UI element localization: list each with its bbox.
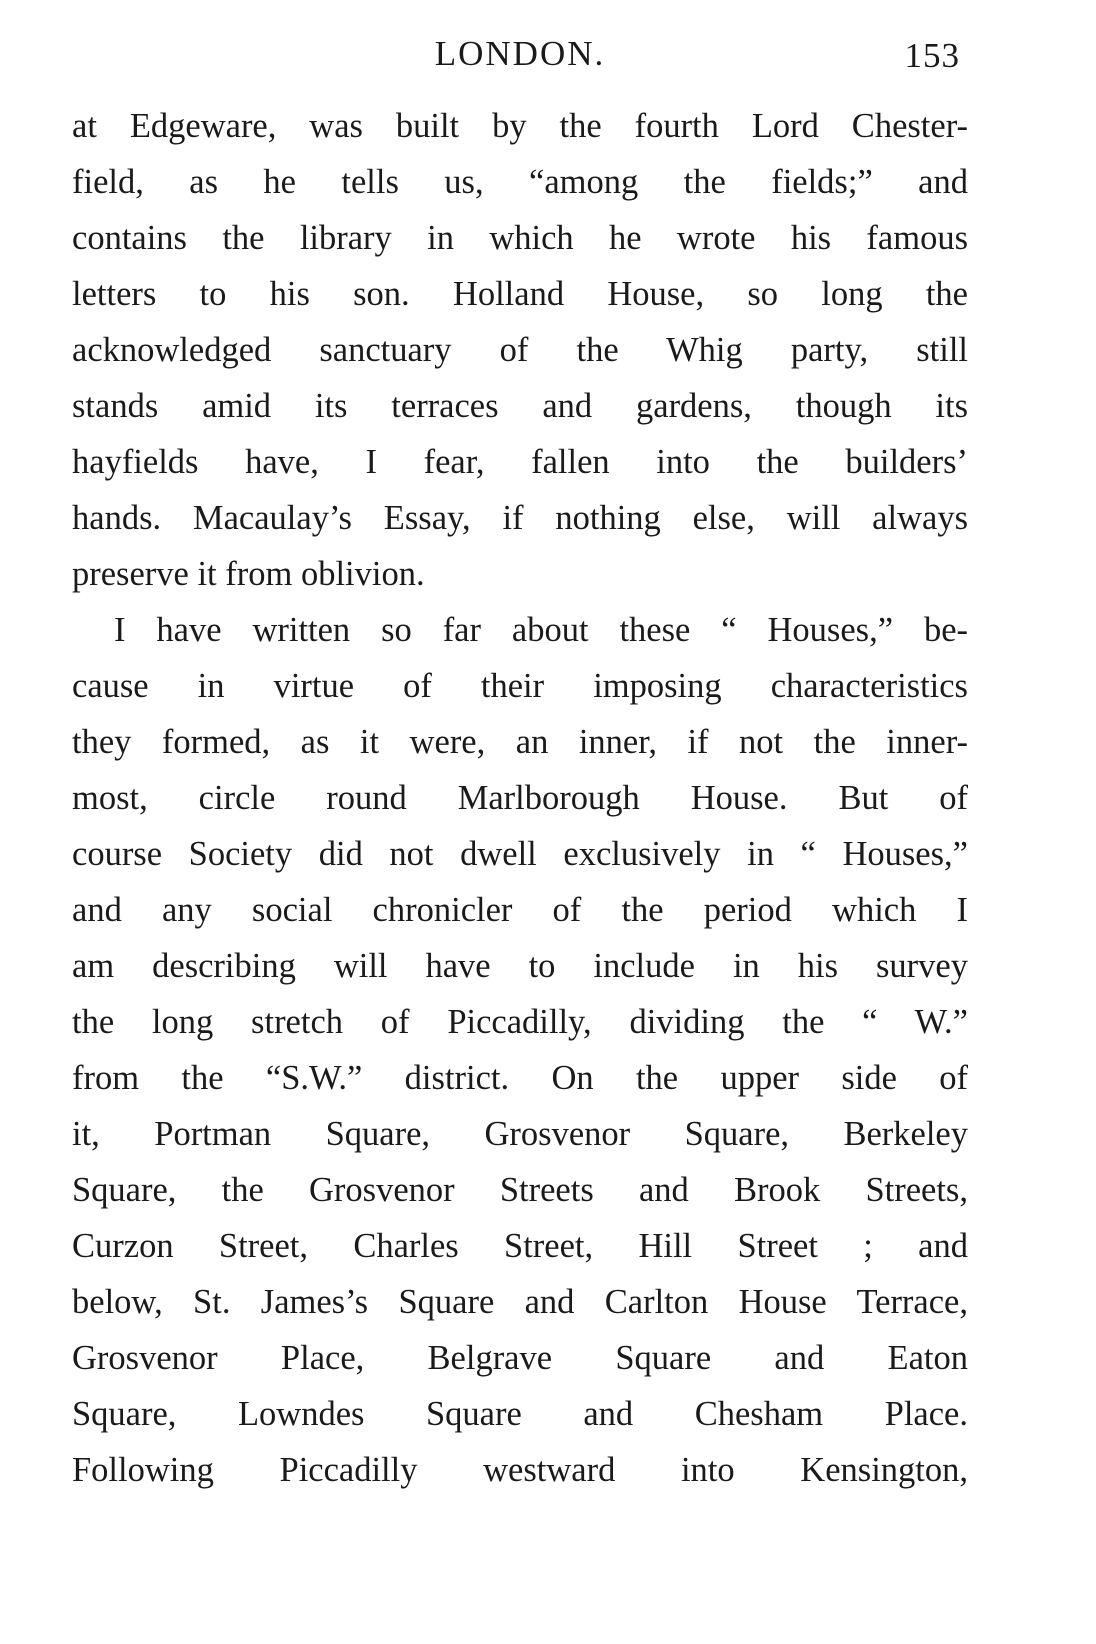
text-line: preserve it from oblivion. [72, 555, 425, 593]
page-number: 153 [904, 36, 960, 75]
text-line: they formed, as it were, an inner, if not the inner- [72, 723, 968, 761]
text-line: contains the library in which he wrote his famous [72, 219, 968, 257]
text-line: course Society did not dwell exclusively in “ Houses,” [72, 835, 968, 873]
text-line: am describing will have to include in his survey [72, 947, 968, 985]
text-line: Grosvenor Place, Belgrave Square and Eaton [72, 1339, 968, 1377]
text-line: Square, Lowndes Square and Chesham Place. [72, 1395, 968, 1433]
text-line: hayfields have, I fear, fallen into the builders’ [72, 443, 968, 481]
text-line: stands amid its terraces and gardens, though its [72, 387, 968, 425]
book-page [72, 0, 968, 1644]
text-line: Following Piccadilly westward into Kensington, [72, 1451, 968, 1489]
paragraph-2 [72, 602, 968, 1498]
text-line: from the “S.W.” district. On the upper side of [72, 1059, 968, 1097]
text-line: at Edgeware, was built by the fourth Lord Chester- [72, 107, 968, 145]
text-line: below, St. James’s Square and Carlton House Terrace, [72, 1283, 968, 1321]
text-line: most, circle round Marlborough House. But of [72, 779, 968, 817]
text-line: it, Portman Square, Grosvenor Square, Berkeley [72, 1115, 968, 1153]
text-line: I have written so far about these “ Houses,” be- [114, 611, 968, 649]
text-line: hands. Macaulay’s Essay, if nothing else, will always [72, 499, 968, 537]
text-line: letters to his son. Holland House, so long the [72, 275, 968, 313]
paragraph-1 [72, 98, 968, 602]
text-line: Square, the Grosvenor Streets and Brook Streets, [72, 1171, 968, 1209]
text-line: the long stretch of Piccadilly, dividing the “ W.” [72, 1003, 968, 1041]
body-text [72, 98, 968, 1498]
text-line: and any social chronicler of the period which I [72, 891, 968, 929]
text-line: cause in virtue of their imposing characteristics [72, 667, 968, 705]
text-line: field, as he tells us, “among the fields;” and [72, 163, 968, 201]
running-title: LONDON. [434, 34, 606, 73]
running-head [72, 34, 968, 82]
text-line: Curzon Street, Charles Street, Hill Street ; and [72, 1227, 968, 1265]
text-line: acknowledged sanctuary of the Whig party, still [72, 331, 968, 369]
